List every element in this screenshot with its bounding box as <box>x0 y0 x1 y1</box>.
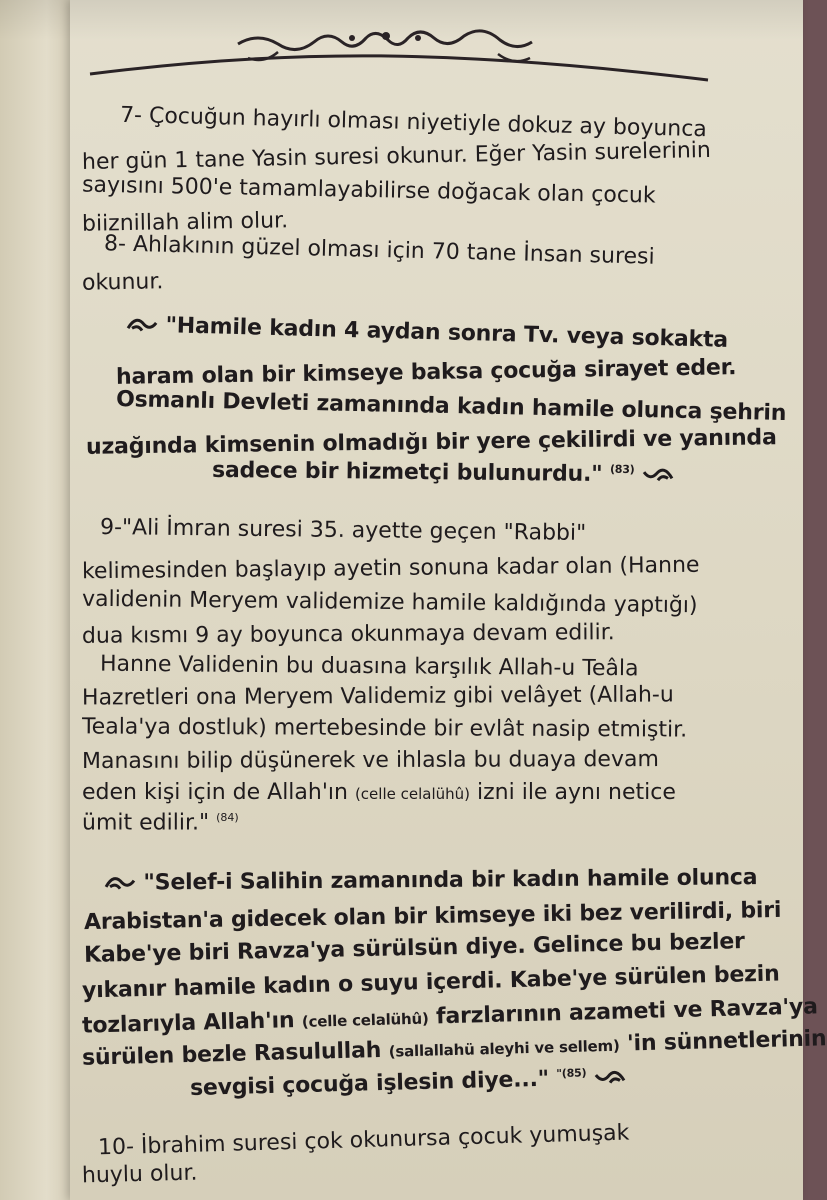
paragraph-9-line-6: Hazretleri ona Meryem Validemiz gibi velâyet (Allah-u <box>81 682 674 711</box>
leaf-ornament-icon <box>594 1069 626 1088</box>
paragraph-7-line-3: sayısını 500'e tamamlayabilirse doğacak olan çocuk <box>81 172 656 209</box>
paragraph-8-line-1: 8- Ahlakının güzel olması için 70 tane İnsan suresi <box>103 231 655 270</box>
quote-2-line-3: Kabe'ye biri Ravza'ya sürülsün diye. Gelince bu bezler <box>83 929 745 968</box>
quote-2-text-7: sevgisi çocuğa işlesin diye..." <box>189 1066 550 1102</box>
paragraph-10-line-2: huylu olur. <box>81 1160 198 1189</box>
paragraph-9-line-2: kelimesinden başlayıp ayetin sonuna kadar olan (Hanne <box>81 552 700 585</box>
quote-2-text-5a: tozlarıyla Allah'ın <box>81 1008 295 1039</box>
quote-2-text-6a: sürülen bezle Rasulullah <box>81 1037 382 1071</box>
paragraph-7-line-2: her gün 1 tane Yasin suresi okunur. Eğer Yasin surelerinin <box>81 137 712 176</box>
leaf-ornament-icon <box>642 466 674 484</box>
paragraph-9-text-9a: eden kişi için de Allah'ın <box>82 780 348 805</box>
quote-2-line-2: Arabistan'a gidecek olan bir kimseye iki bez verilirdi, biri <box>83 897 782 936</box>
quote-1-text-5: sadece bir hizmetçi bulunurdu." <box>211 457 603 487</box>
quote-1-text-1: "Hamile kadın 4 aydan sonra Tv. veya sokakta <box>165 313 729 353</box>
leaf-ornament-icon <box>126 316 158 335</box>
quote-2-line-1 <box>104 867 758 895</box>
honorific: (celle celalühû) <box>301 1009 429 1031</box>
paragraph-9-line-8: Manasını bilip düşünerek ve ihlasla bu duaya devam <box>81 746 659 775</box>
footnote-ref-85: "(85) <box>556 1066 587 1081</box>
paragraph-9-line-1: 9-"Ali İmran suresi 35. ayette geçen "Rabbi" <box>99 515 587 546</box>
paragraph-9-line-5: Hanne Validenin bu duasına karşılık Allah-u Teâla <box>99 651 639 682</box>
quote-2-text-6c: 'in sünnetlerinin <box>626 1026 827 1057</box>
leaf-ornament-icon <box>104 875 136 893</box>
paragraph-9-text-9c: izni ile aynı netice <box>477 780 676 805</box>
footnote-ref-84: (84) <box>216 811 239 824</box>
paragraph-9-text-10: ümit edilir." <box>82 810 210 836</box>
honorific: (celle celalühû) <box>354 785 470 803</box>
paragraph-9-line-3: validenin Meryem validemize hamile kaldığında yaptığı) <box>81 586 698 619</box>
paragraph-8-line-2: okunur. <box>81 269 164 296</box>
paragraph-9-line-9 <box>82 782 676 804</box>
quote-2-text-1: "Selef-i Salihin zamanında bir kadın hamile olunca <box>143 865 758 896</box>
paragraph-9-line-4: dua kısmı 9 ay boyunca okunmaya devam edilir. <box>81 620 615 649</box>
quote-1-line-3: Osmanlı Devleti zamanında kadın hamile olunca şehrin <box>115 386 787 427</box>
quote-2-text-5c: farzlarının azameti ve Ravza'ya <box>435 994 819 1030</box>
previous-page-edge <box>0 0 78 1200</box>
quote-1-line-2: haram olan bir kimseye baksa çocuğa sirayet eder. <box>115 355 737 390</box>
footnote-ref-83: (83) <box>609 462 635 477</box>
quote-2-line-4: yıkanır hamile kadın o suyu içerdi. Kabe'ye sürülen bezin <box>81 961 780 1004</box>
quote-1-line-5 <box>211 457 674 487</box>
paragraph-7-line-4: biiznillah alim olur. <box>81 208 289 237</box>
header-ornament-icon <box>88 14 713 84</box>
salawat: (sallallahü aleyhi ve sellem) <box>388 1036 620 1061</box>
paragraph-7-line-1: 7- Çocuğun hayırlı olması niyetiyle dokuz ay boyunca <box>119 102 708 143</box>
quote-1-line-4: uzağında kimsenin olmadığı bir yere çekilirdi ve yanında <box>85 425 777 460</box>
paragraph-9-line-7: Teala'ya dostluk) mertebesinde bir evlât nasip etmiştir. <box>81 714 688 743</box>
paragraph-10-line-1: 10- İbrahim suresi çok okunursa çocuk yumuşak <box>97 1120 630 1161</box>
paragraph-9-line-10 <box>82 812 239 834</box>
